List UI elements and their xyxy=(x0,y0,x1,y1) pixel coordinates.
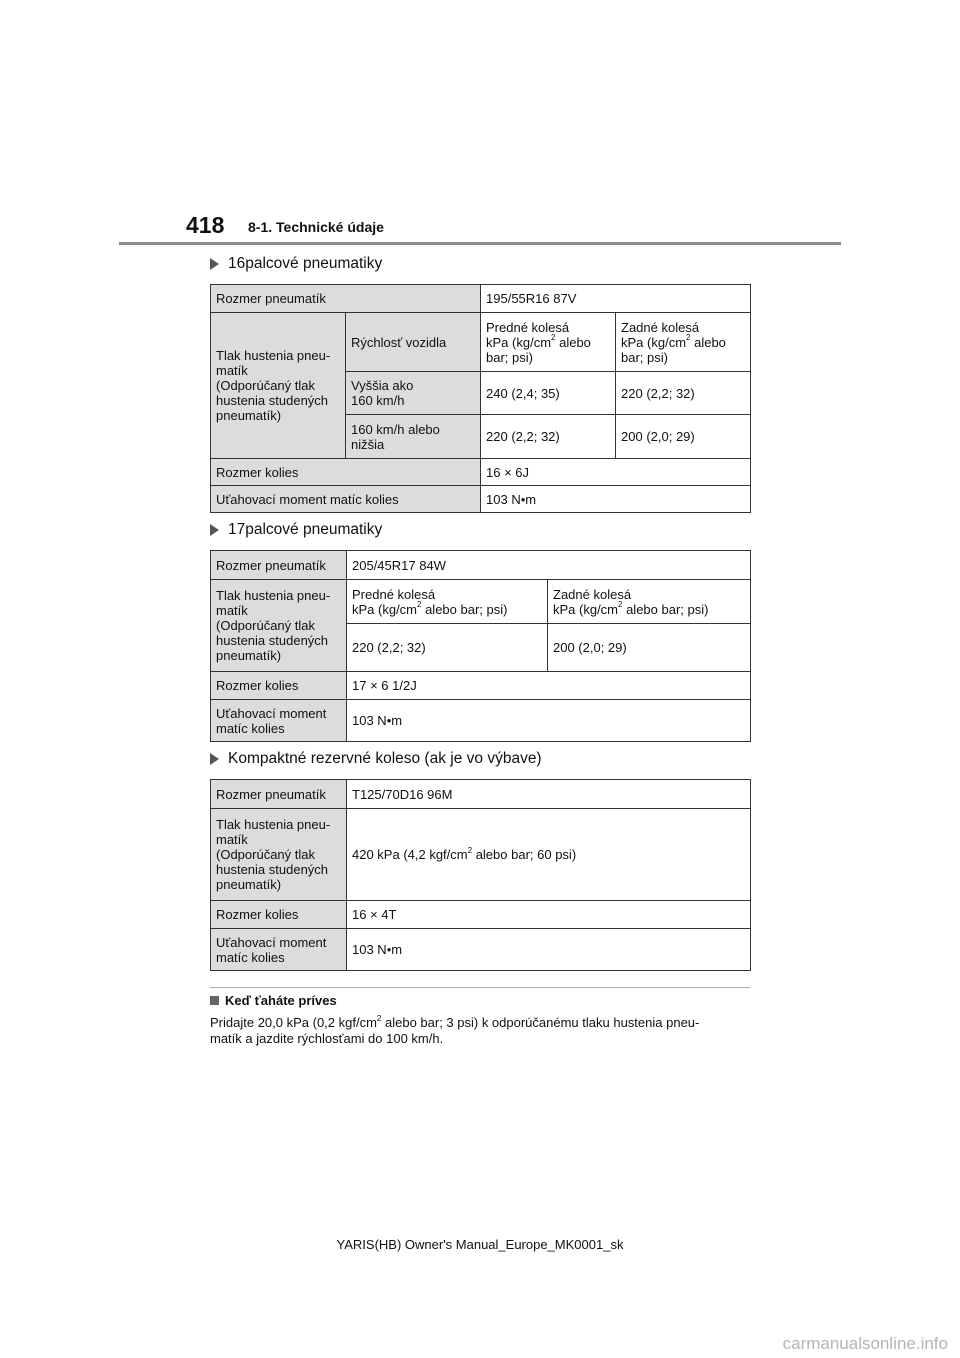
front-pressure: 220 (2,2; 32) xyxy=(347,624,548,672)
value-pressure: 420 kPa (4,2 kgf/$cm^2$ alebo bar; 60 psi) xyxy=(347,809,751,901)
label-pressure: Tlak hustenia pneu- matík (Odporúčaný tlak hustenia studených pneumatík) xyxy=(211,809,347,901)
section-title: 8-1. Technické údaje xyxy=(248,219,384,235)
label-wheel-size: Rozmer kolies xyxy=(211,672,347,700)
label-tire-size: Rozmer pneumatík xyxy=(211,285,481,313)
label-pressure: Tlak hustenia pneu- matík (Odporúčaný tlak hustenia studených pneumatík) xyxy=(211,580,347,672)
triangle-bullet-icon xyxy=(210,258,219,270)
header-rule xyxy=(119,242,841,245)
note-heading-text: Keď ťaháte príves xyxy=(225,993,337,1008)
header-front-wheels: Predné kolesá kPa ($kg/cm^2$ alebo bar; psi) xyxy=(481,313,616,372)
footer-manual-id: YARIS(HB) Owner's Manual_Europe_MK0001_sk xyxy=(336,1237,624,1252)
note-rule xyxy=(210,987,750,988)
header-front-wheels: Predné kolesá kPa ($kg/cm^2$ alebo bar; psi) xyxy=(347,580,548,624)
subheading-text: 16palcové pneumatiky xyxy=(228,255,383,272)
tire-table-17 xyxy=(210,550,751,742)
note-heading xyxy=(210,993,337,1008)
label-speed: Rýchlosť vozidla xyxy=(346,313,481,372)
rear-pressure: 200 (2,0; 29) xyxy=(548,624,751,672)
subheading-text: Kompaktné rezervné koleso (ak je vo výbave) xyxy=(228,750,542,767)
value-torque: 103 N•m xyxy=(347,929,751,971)
subheading-compact-spare xyxy=(210,750,542,768)
value-tire-size: 205/45R17 84W xyxy=(347,551,751,580)
label-pressure: Tlak hustenia pneu- matík (Odporúčaný tlak hustenia studených pneumatík) xyxy=(211,313,346,459)
square-bullet-icon xyxy=(210,996,219,1005)
label-wheel-size: Rozmer kolies xyxy=(211,459,481,486)
speed-row-low: 160 km/h alebo nižšia xyxy=(346,415,481,459)
page-number: 418 xyxy=(186,212,225,238)
value-tire-size: 195/55R16 87V xyxy=(481,285,751,313)
value-torque: 103 N•m xyxy=(347,700,751,742)
value-wheel-size: 16 × 6J xyxy=(481,459,751,486)
header-rear-wheels: Zadné kolesá kPa ($kg/cm^2$ alebo bar; psi) xyxy=(548,580,751,624)
value-wheel-size: 17 × 6 1/2J xyxy=(347,672,751,700)
speed-row-high: Vyššia ako 160 km/h xyxy=(346,372,481,415)
rear-pressure-high: 220 (2,2; 32) xyxy=(616,372,751,415)
subheading-17-inch xyxy=(210,521,382,539)
triangle-bullet-icon xyxy=(210,753,219,765)
note-body: Pridajte 20,0 kPa (0,2 kgf/$cm^2$ alebo bar; 3 psi) k odporúčanému tlaku hustenia pneu- matík a jazdite rýchlosťami do 100 km/h. xyxy=(210,1013,700,1046)
front-pressure-low: 220 (2,2; 32) xyxy=(481,415,616,459)
rear-pressure-low: 200 (2,0; 29) xyxy=(616,415,751,459)
header-rear-wheels: Zadné kolesá kPa ($kg/cm^2$ alebo bar; psi) xyxy=(616,313,751,372)
subheading-16-inch xyxy=(210,255,382,273)
value-torque: 103 N•m xyxy=(481,486,751,513)
label-torque: Uťahovací moment matíc kolies xyxy=(211,700,347,742)
value-tire-size: T125/70D16 96M xyxy=(347,780,751,809)
subheading-text: 17palcové pneumatiky xyxy=(228,521,383,538)
label-wheel-size: Rozmer kolies xyxy=(211,901,347,929)
label-tire-size: Rozmer pneumatík xyxy=(211,551,347,580)
watermark: carmanualsonline.info xyxy=(782,1334,948,1353)
label-tire-size: Rozmer pneumatík xyxy=(211,780,347,809)
label-torque: Uťahovací moment matíc kolies xyxy=(211,486,481,513)
label-torque: Uťahovací moment matíc kolies xyxy=(211,929,347,971)
tire-table-16 xyxy=(210,284,751,513)
value-wheel-size: 16 × 4T xyxy=(347,901,751,929)
front-pressure-high: 240 (2,4; 35) xyxy=(481,372,616,415)
triangle-bullet-icon xyxy=(210,524,219,536)
tire-table-spare xyxy=(210,779,751,971)
